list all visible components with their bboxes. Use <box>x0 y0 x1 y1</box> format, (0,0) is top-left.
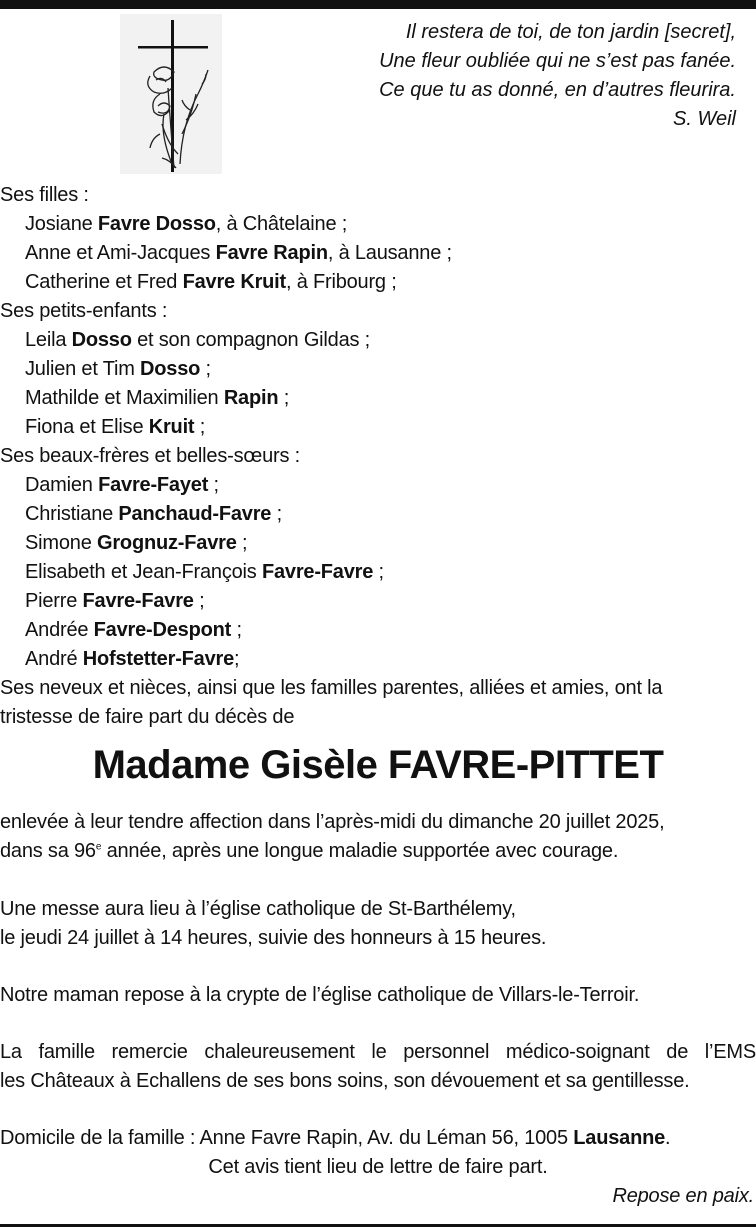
grandchildren-heading: Ses petits-enfants : <box>0 300 168 322</box>
closing-block <box>0 1124 756 1211</box>
list-item: André Hofstetter-Favre; <box>25 648 240 670</box>
poem-author: S. Weil <box>673 108 736 130</box>
list-item: Andrée Favre-Despont ; <box>25 619 242 641</box>
death-paragraph <box>0 808 756 866</box>
rest-place-line: Notre maman repose à la crypte de l’église catholique de Villars-le-Terroir. <box>0 984 640 1006</box>
thanks-paragraph <box>0 1038 756 1096</box>
cross-with-flowers-image <box>120 14 222 174</box>
announcement-line: Ses neveux et nièces, ainsi que les familles parentes, alliées et amies, ont la <box>0 677 663 699</box>
bottom-rule <box>0 1224 756 1227</box>
notice-line: Cet avis tient lieu de lettre de faire part. <box>208 1156 548 1178</box>
thanks-line: La famille remercie chaleureusement le personnel médico-soignant de l’EMS <box>0 1041 756 1063</box>
daughters-heading: Ses filles : <box>0 184 89 206</box>
mass-line: Une messe aura lieu à l’église catholique de St-Barthélemy, <box>0 898 516 920</box>
poem-line: Ce que tu as donné, en d’autres fleurira. <box>379 79 736 101</box>
inlaws-heading: Ses beaux-frères et belles-sœurs : <box>0 445 300 467</box>
announcement-line: tristesse de faire part du décès de <box>0 706 295 728</box>
domicile-line: Domicile de la famille : Anne Favre Rapin, Av. du Léman 56, 1005 Lausanne. <box>0 1127 671 1149</box>
mass-line: le jeudi 24 juillet à 14 heures, suivie des honneurs à 15 heures. <box>0 927 547 949</box>
closing-line: Repose en paix. <box>612 1185 754 1207</box>
cross-icon <box>120 14 222 174</box>
death-line: dans sa 96e année, après une longue maladie supportée avec courage. <box>0 840 619 862</box>
poem-line: Une fleur oubliée qui ne s’est pas fanée. <box>379 50 736 72</box>
rest-place-paragraph <box>0 981 756 1010</box>
mass-paragraph <box>0 895 756 953</box>
list-item: Damien Favre-Fayet ; <box>25 474 219 496</box>
list-item: Catherine et Fred Favre Kruit, à Fribourg ; <box>25 271 397 293</box>
death-line: enlevée à leur tendre affection dans l’après-midi du dimanche 20 juillet 2025, <box>0 811 665 833</box>
top-rule <box>0 0 756 9</box>
list-item: Anne et Ami-Jacques Favre Rapin, à Lausanne ; <box>25 242 452 264</box>
deceased-name: Madame Gisèle FAVRE-PITTET <box>92 743 664 787</box>
list-item: Josiane Favre Dosso, à Châtelaine ; <box>25 213 348 235</box>
thanks-line: les Châteaux à Echallens de ses bons soins, son dévouement et sa gentillesse. <box>0 1070 690 1092</box>
family-list <box>0 181 756 732</box>
list-item: Pierre Favre-Favre ; <box>25 590 205 612</box>
list-item: Fiona et Elise Kruit ; <box>25 416 206 438</box>
list-item: Elisabeth et Jean-François Favre-Favre ; <box>25 561 384 583</box>
list-item: Christiane Panchaud-Favre ; <box>25 503 282 525</box>
list-item: Mathilde et Maximilien Rapin ; <box>25 387 290 409</box>
poem-line: Il restera de toi, de ton jardin [secret], <box>405 21 736 43</box>
list-item: Leila Dosso et son compagnon Gildas ; <box>25 329 371 351</box>
list-item: Julien et Tim Dosso ; <box>25 358 211 380</box>
poem-epigraph <box>276 18 736 134</box>
list-item: Simone Grognuz-Favre ; <box>25 532 248 554</box>
